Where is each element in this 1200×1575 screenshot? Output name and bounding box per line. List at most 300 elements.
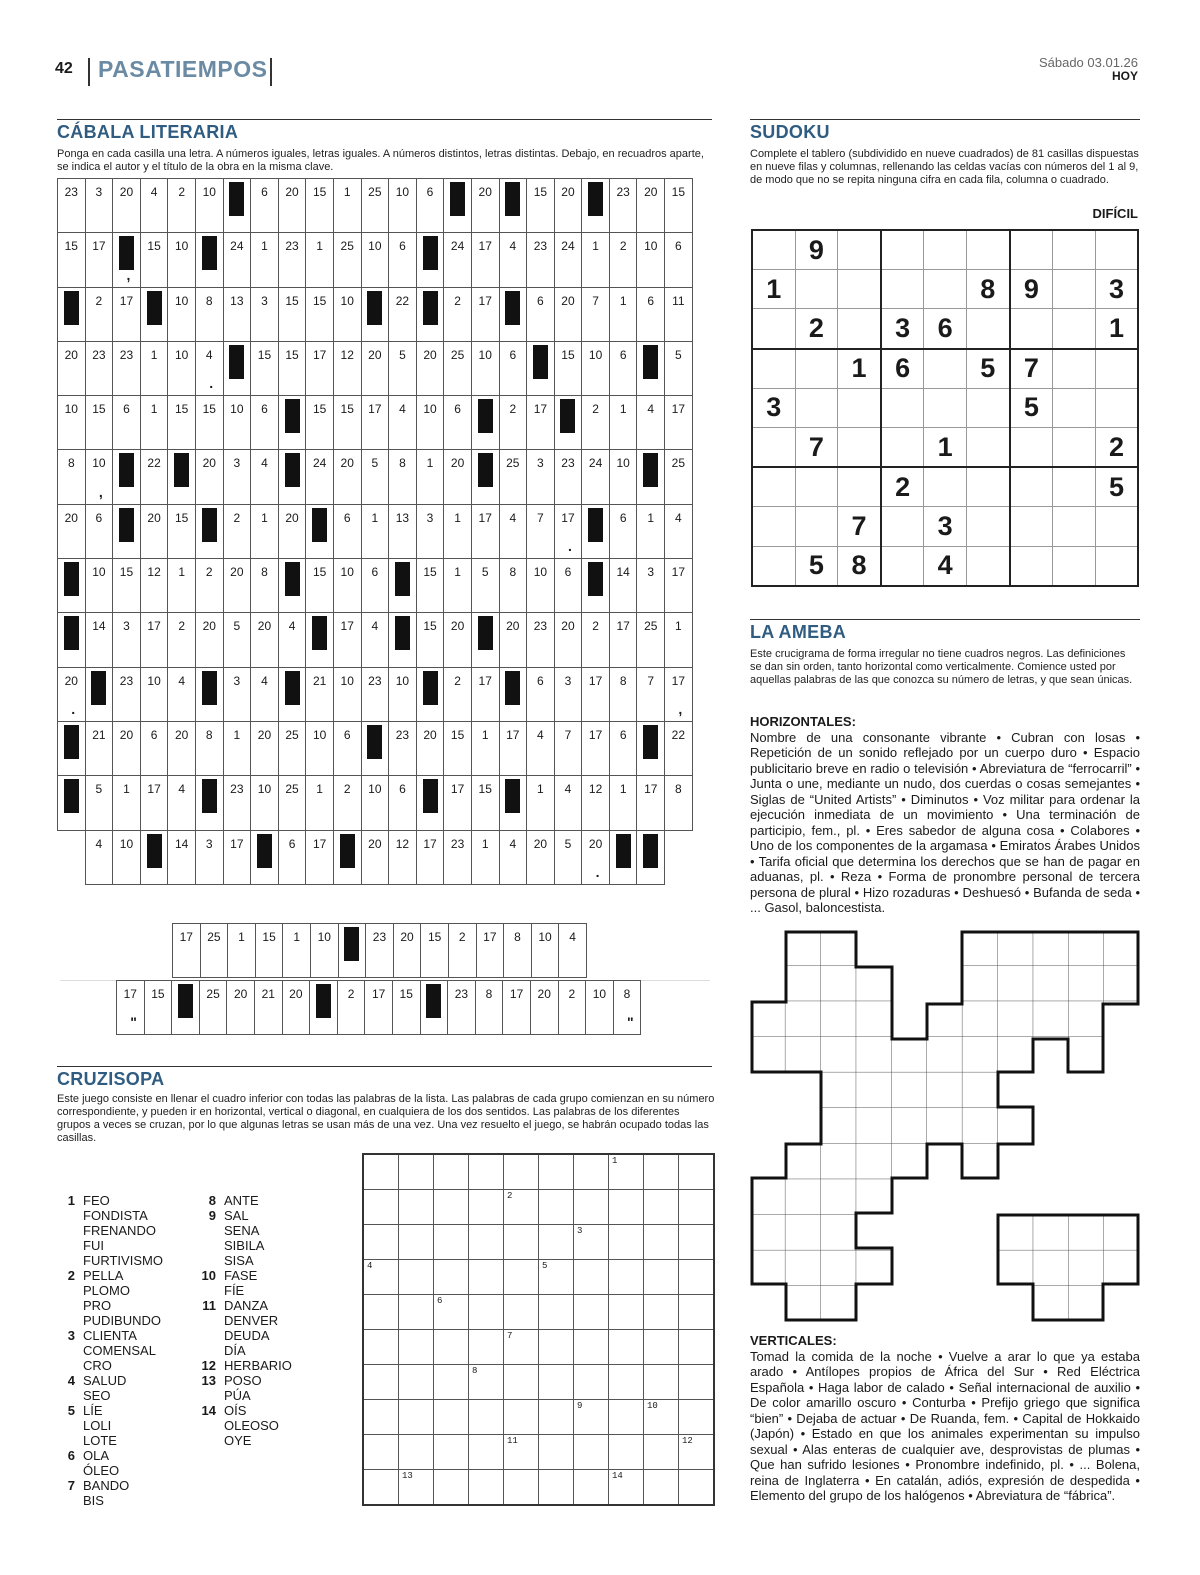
sudoku-cell[interactable] bbox=[966, 427, 1009, 467]
cabala-cell[interactable] bbox=[637, 830, 665, 884]
cabala-cell[interactable] bbox=[504, 924, 532, 978]
cabala-cell[interactable] bbox=[665, 776, 693, 830]
sudoku-cell[interactable] bbox=[881, 507, 924, 546]
sudoku-cell[interactable] bbox=[1053, 507, 1096, 546]
cabala-cell[interactable] bbox=[310, 981, 338, 1035]
cabala-cell[interactable] bbox=[113, 559, 141, 613]
cabala-cell[interactable] bbox=[416, 341, 444, 395]
cabala-cell[interactable] bbox=[499, 179, 527, 233]
cabala-cell[interactable] bbox=[609, 667, 637, 721]
cabala-cell[interactable] bbox=[333, 504, 361, 558]
cabala-cell[interactable] bbox=[251, 559, 279, 613]
cabala-cell[interactable] bbox=[609, 504, 637, 558]
cabala-cell[interactable] bbox=[444, 776, 472, 830]
cruzisopa-cell[interactable] bbox=[504, 1260, 539, 1295]
cruzisopa-cell[interactable] bbox=[434, 1400, 469, 1435]
cabala-cell[interactable] bbox=[392, 981, 420, 1035]
cabala-cell[interactable] bbox=[58, 776, 86, 830]
cabala-cell[interactable] bbox=[195, 396, 223, 450]
cruzisopa-cell[interactable] bbox=[644, 1154, 679, 1190]
cabala-cell[interactable] bbox=[527, 667, 555, 721]
cruzisopa-cell[interactable] bbox=[679, 1295, 715, 1330]
cabala-cell[interactable] bbox=[609, 776, 637, 830]
sudoku-cell[interactable] bbox=[838, 467, 881, 507]
cabala-cell[interactable] bbox=[499, 341, 527, 395]
cabala-cell[interactable] bbox=[582, 776, 610, 830]
cabala-cell[interactable] bbox=[223, 504, 251, 558]
cabala-cell[interactable] bbox=[173, 924, 201, 978]
cabala-cell[interactable] bbox=[168, 830, 196, 884]
cabala-cell[interactable] bbox=[499, 287, 527, 341]
sudoku-cell[interactable] bbox=[1053, 309, 1096, 349]
cabala-cell[interactable] bbox=[223, 179, 251, 233]
cruzisopa-cell[interactable] bbox=[609, 1435, 644, 1470]
cabala-cell[interactable] bbox=[559, 924, 587, 978]
cabala-cell[interactable] bbox=[333, 721, 361, 775]
cabala-cell[interactable] bbox=[140, 450, 168, 504]
cabala-cell[interactable] bbox=[471, 776, 499, 830]
cruzisopa-cell[interactable] bbox=[363, 1260, 399, 1295]
cabala-cell[interactable] bbox=[113, 233, 141, 287]
cabala-cell[interactable] bbox=[85, 721, 113, 775]
sudoku-cell[interactable] bbox=[752, 349, 795, 389]
cabala-cell[interactable] bbox=[365, 981, 393, 1035]
sudoku-cell[interactable] bbox=[1053, 467, 1096, 507]
sudoku-cell[interactable] bbox=[924, 349, 967, 389]
sudoku-cell[interactable] bbox=[838, 309, 881, 349]
cabala-cell[interactable] bbox=[499, 613, 527, 667]
cabala-cell[interactable] bbox=[306, 341, 334, 395]
sudoku-cell[interactable] bbox=[966, 388, 1009, 427]
cabala-cell[interactable] bbox=[333, 396, 361, 450]
cabala-cell[interactable] bbox=[527, 396, 555, 450]
cruzisopa-cell[interactable] bbox=[574, 1154, 609, 1190]
sudoku-cell[interactable] bbox=[1010, 507, 1053, 546]
sudoku-cell[interactable] bbox=[838, 388, 881, 427]
cabala-cell[interactable] bbox=[582, 450, 610, 504]
cabala-cell[interactable] bbox=[140, 179, 168, 233]
cabala-cell[interactable] bbox=[582, 559, 610, 613]
cabala-cell[interactable] bbox=[168, 776, 196, 830]
cabala-cell[interactable] bbox=[366, 924, 394, 978]
cabala-cell[interactable] bbox=[58, 287, 86, 341]
cruzisopa-cell[interactable] bbox=[434, 1260, 469, 1295]
cabala-cell[interactable] bbox=[85, 613, 113, 667]
cruzisopa-cell[interactable] bbox=[679, 1154, 715, 1190]
cabala-cell[interactable] bbox=[140, 830, 168, 884]
cabala-cell[interactable] bbox=[637, 667, 665, 721]
cabala-cell[interactable] bbox=[389, 179, 417, 233]
cabala-cell[interactable] bbox=[416, 667, 444, 721]
cabala-cell[interactable] bbox=[306, 613, 334, 667]
cabala-cell[interactable] bbox=[665, 450, 693, 504]
cabala-cell[interactable] bbox=[333, 233, 361, 287]
cabala-cell[interactable] bbox=[582, 287, 610, 341]
cabala-cell[interactable] bbox=[140, 613, 168, 667]
cabala-cell[interactable] bbox=[361, 667, 389, 721]
cabala-cell[interactable] bbox=[306, 287, 334, 341]
cabala-cell[interactable] bbox=[527, 830, 555, 884]
cabala-cell[interactable] bbox=[416, 450, 444, 504]
cabala-cell[interactable] bbox=[278, 233, 306, 287]
sudoku-cell[interactable] bbox=[795, 388, 838, 427]
cabala-cell[interactable] bbox=[310, 924, 338, 978]
cruzisopa-cell[interactable] bbox=[469, 1225, 504, 1260]
cabala-cell[interactable] bbox=[416, 559, 444, 613]
cabala-cell[interactable] bbox=[471, 233, 499, 287]
cabala-cell[interactable] bbox=[586, 981, 614, 1035]
sudoku-cell[interactable] bbox=[838, 270, 881, 309]
cruzisopa-cell[interactable] bbox=[363, 1225, 399, 1260]
cabala-cell[interactable] bbox=[527, 341, 555, 395]
cruzisopa-cell[interactable] bbox=[469, 1365, 504, 1400]
cabala-cell[interactable] bbox=[554, 341, 582, 395]
cruzisopa-cell[interactable] bbox=[504, 1470, 539, 1506]
cabala-cell[interactable] bbox=[140, 559, 168, 613]
cabala-cell[interactable] bbox=[228, 924, 256, 978]
cabala-cell[interactable] bbox=[113, 830, 141, 884]
cabala-cell[interactable] bbox=[471, 559, 499, 613]
cabala-cell[interactable] bbox=[361, 341, 389, 395]
cabala-cell[interactable] bbox=[582, 830, 610, 884]
cruzisopa-cell[interactable] bbox=[399, 1154, 434, 1190]
cabala-cell[interactable] bbox=[554, 179, 582, 233]
cruzisopa-cell[interactable] bbox=[363, 1330, 399, 1365]
cabala-cell[interactable] bbox=[306, 830, 334, 884]
cabala-cell[interactable] bbox=[195, 179, 223, 233]
cabala-cell[interactable] bbox=[168, 721, 196, 775]
cabala-cell[interactable] bbox=[389, 721, 417, 775]
cabala-cell[interactable] bbox=[361, 721, 389, 775]
cabala-cell[interactable] bbox=[168, 613, 196, 667]
cabala-cell[interactable] bbox=[140, 287, 168, 341]
sudoku-cell[interactable] bbox=[752, 467, 795, 507]
cruzisopa-cell[interactable] bbox=[469, 1154, 504, 1190]
cabala-cell[interactable] bbox=[499, 233, 527, 287]
sudoku-cell[interactable] bbox=[1053, 270, 1096, 309]
cruzisopa-cell[interactable] bbox=[539, 1365, 574, 1400]
cabala-cell[interactable] bbox=[361, 613, 389, 667]
cabala-cell[interactable] bbox=[251, 396, 279, 450]
cabala-cell[interactable] bbox=[195, 721, 223, 775]
cruzisopa-cell[interactable] bbox=[609, 1470, 644, 1506]
cruzisopa-cell[interactable] bbox=[574, 1400, 609, 1435]
cabala-cell[interactable] bbox=[223, 287, 251, 341]
sudoku-cell[interactable] bbox=[752, 546, 795, 586]
cabala-cell[interactable] bbox=[223, 613, 251, 667]
cabala-cell[interactable] bbox=[278, 667, 306, 721]
cabala-cell[interactable] bbox=[195, 613, 223, 667]
cabala-cell[interactable] bbox=[140, 667, 168, 721]
cabala-cell[interactable] bbox=[195, 287, 223, 341]
cabala-cell[interactable] bbox=[113, 613, 141, 667]
sudoku-cell[interactable] bbox=[1095, 388, 1138, 427]
cabala-cell[interactable] bbox=[113, 396, 141, 450]
cabala-cell[interactable] bbox=[195, 233, 223, 287]
cabala-cell[interactable] bbox=[499, 396, 527, 450]
cabala-cell[interactable] bbox=[471, 341, 499, 395]
cabala-cell[interactable] bbox=[665, 830, 693, 884]
cabala-cell[interactable] bbox=[58, 667, 86, 721]
cabala-cell[interactable] bbox=[278, 396, 306, 450]
cabala-cell[interactable] bbox=[361, 287, 389, 341]
cabala-cell[interactable] bbox=[527, 233, 555, 287]
cruzisopa-cell[interactable] bbox=[504, 1400, 539, 1435]
cruzisopa-cell[interactable] bbox=[399, 1470, 434, 1506]
cabala-cell[interactable] bbox=[389, 450, 417, 504]
sudoku-cell[interactable] bbox=[838, 230, 881, 270]
sudoku-cell[interactable] bbox=[966, 546, 1009, 586]
cabala-cell[interactable] bbox=[306, 179, 334, 233]
cabala-cell[interactable] bbox=[389, 287, 417, 341]
cruzisopa-cell[interactable] bbox=[574, 1295, 609, 1330]
cruzisopa-cell[interactable] bbox=[504, 1154, 539, 1190]
cruzisopa-cell[interactable] bbox=[363, 1190, 399, 1225]
sudoku-cell[interactable] bbox=[1010, 467, 1053, 507]
cabala-cell[interactable] bbox=[251, 504, 279, 558]
cabala-cell[interactable] bbox=[471, 721, 499, 775]
cabala-cell[interactable] bbox=[333, 559, 361, 613]
cabala-cell[interactable] bbox=[168, 341, 196, 395]
cruzisopa-cell[interactable] bbox=[504, 1365, 539, 1400]
cabala-cell[interactable] bbox=[333, 287, 361, 341]
cabala-cell[interactable] bbox=[361, 776, 389, 830]
cabala-cell[interactable] bbox=[527, 721, 555, 775]
cabala-cell[interactable] bbox=[283, 924, 311, 978]
cabala-cell[interactable] bbox=[416, 179, 444, 233]
cruzisopa-cell[interactable] bbox=[363, 1365, 399, 1400]
cruzisopa-cell[interactable] bbox=[679, 1400, 715, 1435]
cabala-cell[interactable] bbox=[251, 341, 279, 395]
cruzisopa-cell[interactable] bbox=[399, 1295, 434, 1330]
cabala-cell[interactable] bbox=[195, 450, 223, 504]
cabala-cell[interactable] bbox=[527, 504, 555, 558]
cabala-cell[interactable] bbox=[195, 776, 223, 830]
cabala-cell[interactable] bbox=[582, 504, 610, 558]
cabala-cell[interactable] bbox=[58, 450, 86, 504]
sudoku-cell[interactable] bbox=[1053, 427, 1096, 467]
cruzisopa-cell[interactable] bbox=[539, 1190, 574, 1225]
cruzisopa-cell[interactable] bbox=[469, 1435, 504, 1470]
cabala-cell[interactable] bbox=[527, 776, 555, 830]
cruzisopa-cell[interactable] bbox=[679, 1330, 715, 1365]
cabala-cell[interactable] bbox=[58, 559, 86, 613]
cabala-cell[interactable] bbox=[665, 233, 693, 287]
cabala-cell[interactable] bbox=[389, 341, 417, 395]
cabala-cell[interactable] bbox=[278, 830, 306, 884]
cabala-cell[interactable] bbox=[85, 776, 113, 830]
cabala-cell[interactable] bbox=[665, 559, 693, 613]
cabala-cell[interactable] bbox=[223, 776, 251, 830]
cruzisopa-cell[interactable] bbox=[644, 1330, 679, 1365]
cabala-cell[interactable] bbox=[113, 179, 141, 233]
sudoku-cell[interactable] bbox=[1010, 309, 1053, 349]
cabala-cell[interactable] bbox=[282, 981, 310, 1035]
cabala-cell[interactable] bbox=[582, 613, 610, 667]
cabala-cell[interactable] bbox=[444, 721, 472, 775]
cabala-cell[interactable] bbox=[637, 287, 665, 341]
cabala-cell[interactable] bbox=[416, 830, 444, 884]
cabala-cell[interactable] bbox=[416, 776, 444, 830]
sudoku-cell[interactable] bbox=[752, 507, 795, 546]
cabala-cell[interactable] bbox=[58, 721, 86, 775]
cabala-cell[interactable] bbox=[499, 504, 527, 558]
cabala-cell[interactable] bbox=[637, 341, 665, 395]
cabala-cell[interactable] bbox=[361, 504, 389, 558]
cabala-cell[interactable] bbox=[168, 450, 196, 504]
cabala-cell[interactable] bbox=[554, 504, 582, 558]
cabala-cell[interactable] bbox=[140, 341, 168, 395]
cabala-cell[interactable] bbox=[665, 341, 693, 395]
sudoku-cell[interactable] bbox=[1053, 546, 1096, 586]
cabala-cell[interactable] bbox=[333, 667, 361, 721]
cruzisopa-cell[interactable] bbox=[469, 1470, 504, 1506]
cabala-cell[interactable] bbox=[471, 613, 499, 667]
cruzisopa-cell[interactable] bbox=[644, 1365, 679, 1400]
cabala-cell[interactable] bbox=[85, 450, 113, 504]
cruzisopa-cell[interactable] bbox=[469, 1330, 504, 1365]
cabala-cell[interactable] bbox=[168, 667, 196, 721]
cruzisopa-cell[interactable] bbox=[609, 1190, 644, 1225]
sudoku-cell[interactable] bbox=[881, 546, 924, 586]
cabala-cell[interactable] bbox=[554, 287, 582, 341]
cabala-cell[interactable] bbox=[444, 233, 472, 287]
cabala-cell[interactable] bbox=[223, 559, 251, 613]
cabala-cell[interactable] bbox=[306, 776, 334, 830]
cabala-cell[interactable] bbox=[444, 450, 472, 504]
cabala-cell[interactable] bbox=[199, 981, 227, 1035]
cabala-cell[interactable] bbox=[609, 613, 637, 667]
cabala-cell[interactable] bbox=[444, 559, 472, 613]
cabala-cell[interactable] bbox=[475, 981, 503, 1035]
cabala-cell[interactable] bbox=[503, 981, 531, 1035]
cabala-cell[interactable] bbox=[140, 396, 168, 450]
cabala-cell[interactable] bbox=[471, 830, 499, 884]
cabala-cell[interactable] bbox=[113, 721, 141, 775]
sudoku-cell[interactable] bbox=[1095, 349, 1138, 389]
cabala-cell[interactable] bbox=[85, 341, 113, 395]
cabala-cell[interactable] bbox=[389, 504, 417, 558]
cabala-cell[interactable] bbox=[195, 830, 223, 884]
cruzisopa-cell[interactable] bbox=[539, 1225, 574, 1260]
cabala-cell[interactable] bbox=[389, 396, 417, 450]
cabala-cell[interactable] bbox=[554, 721, 582, 775]
cabala-cell[interactable] bbox=[582, 233, 610, 287]
cruzisopa-cell[interactable] bbox=[539, 1330, 574, 1365]
cabala-cell[interactable] bbox=[361, 233, 389, 287]
cruzisopa-cell[interactable] bbox=[434, 1470, 469, 1506]
cabala-cell[interactable] bbox=[471, 667, 499, 721]
cabala-cell[interactable] bbox=[554, 559, 582, 613]
cabala-cell[interactable] bbox=[255, 924, 283, 978]
cabala-cell[interactable] bbox=[637, 450, 665, 504]
cabala-cell[interactable] bbox=[554, 613, 582, 667]
cabala-cell[interactable] bbox=[223, 667, 251, 721]
cruzisopa-cell[interactable] bbox=[609, 1295, 644, 1330]
sudoku-cell[interactable] bbox=[881, 388, 924, 427]
cabala-cell[interactable] bbox=[416, 613, 444, 667]
cruzisopa-cell[interactable] bbox=[609, 1225, 644, 1260]
cabala-cell[interactable] bbox=[223, 233, 251, 287]
cruzisopa-cell[interactable] bbox=[539, 1400, 574, 1435]
cabala-cell[interactable] bbox=[113, 776, 141, 830]
cruzisopa-cell[interactable] bbox=[574, 1330, 609, 1365]
cruzisopa-cell[interactable] bbox=[399, 1260, 434, 1295]
cabala-cell[interactable] bbox=[389, 233, 417, 287]
cabala-cell[interactable] bbox=[333, 341, 361, 395]
cabala-cell[interactable] bbox=[251, 450, 279, 504]
cabala-cell[interactable] bbox=[471, 179, 499, 233]
cruzisopa-cell[interactable] bbox=[434, 1225, 469, 1260]
sudoku-cell[interactable] bbox=[1095, 507, 1138, 546]
sudoku-cell[interactable] bbox=[924, 230, 967, 270]
cabala-cell[interactable] bbox=[558, 981, 586, 1035]
cabala-cell[interactable] bbox=[140, 776, 168, 830]
cruzisopa-cell[interactable] bbox=[609, 1330, 644, 1365]
cabala-cell[interactable] bbox=[85, 179, 113, 233]
sudoku-cell[interactable] bbox=[924, 270, 967, 309]
cruzisopa-cell[interactable] bbox=[469, 1260, 504, 1295]
cruzisopa-cell[interactable] bbox=[504, 1225, 539, 1260]
cruzisopa-cell[interactable] bbox=[644, 1435, 679, 1470]
cabala-cell[interactable] bbox=[609, 721, 637, 775]
cabala-cell[interactable] bbox=[444, 504, 472, 558]
cruzisopa-cell[interactable] bbox=[539, 1295, 574, 1330]
cabala-cell[interactable] bbox=[416, 721, 444, 775]
cruzisopa-cell[interactable] bbox=[539, 1470, 574, 1506]
cabala-cell[interactable] bbox=[554, 830, 582, 884]
cabala-cell[interactable] bbox=[389, 559, 417, 613]
cabala-cell[interactable] bbox=[499, 776, 527, 830]
cruzisopa-cell[interactable] bbox=[574, 1470, 609, 1506]
cruzisopa-cell[interactable] bbox=[434, 1435, 469, 1470]
cabala-cell[interactable] bbox=[361, 559, 389, 613]
sudoku-cell[interactable] bbox=[1053, 349, 1096, 389]
cabala-cell[interactable] bbox=[85, 287, 113, 341]
cabala-cell[interactable] bbox=[113, 341, 141, 395]
cabala-cell[interactable] bbox=[665, 396, 693, 450]
sudoku-cell[interactable] bbox=[924, 388, 967, 427]
cruzisopa-cell[interactable] bbox=[679, 1435, 715, 1470]
cruzisopa-cell[interactable] bbox=[469, 1295, 504, 1330]
cruzisopa-cell[interactable] bbox=[399, 1330, 434, 1365]
cruzisopa-cell[interactable] bbox=[363, 1295, 399, 1330]
cruzisopa-cell[interactable] bbox=[679, 1260, 715, 1295]
cruzisopa-cell[interactable] bbox=[434, 1190, 469, 1225]
cabala-cell[interactable] bbox=[278, 287, 306, 341]
cruzisopa-cell[interactable] bbox=[644, 1400, 679, 1435]
cruzisopa-cell[interactable] bbox=[434, 1330, 469, 1365]
cabala-cell[interactable] bbox=[609, 396, 637, 450]
cruzisopa-cell[interactable] bbox=[434, 1295, 469, 1330]
cabala-cell[interactable] bbox=[58, 396, 86, 450]
cabala-cell[interactable] bbox=[554, 776, 582, 830]
cruzisopa-cell[interactable] bbox=[644, 1260, 679, 1295]
cabala-cell[interactable] bbox=[471, 396, 499, 450]
cabala-cell[interactable] bbox=[333, 776, 361, 830]
cabala-cell[interactable] bbox=[531, 924, 559, 978]
cabala-cell[interactable] bbox=[251, 233, 279, 287]
cabala-cell[interactable] bbox=[448, 981, 476, 1035]
cabala-cell[interactable] bbox=[582, 667, 610, 721]
sudoku-cell[interactable] bbox=[881, 270, 924, 309]
sudoku-cell[interactable] bbox=[1010, 230, 1053, 270]
cabala-cell[interactable] bbox=[389, 613, 417, 667]
cabala-cell[interactable] bbox=[421, 924, 449, 978]
cabala-cell[interactable] bbox=[609, 341, 637, 395]
cabala-cell[interactable] bbox=[58, 504, 86, 558]
cabala-cell[interactable] bbox=[306, 233, 334, 287]
